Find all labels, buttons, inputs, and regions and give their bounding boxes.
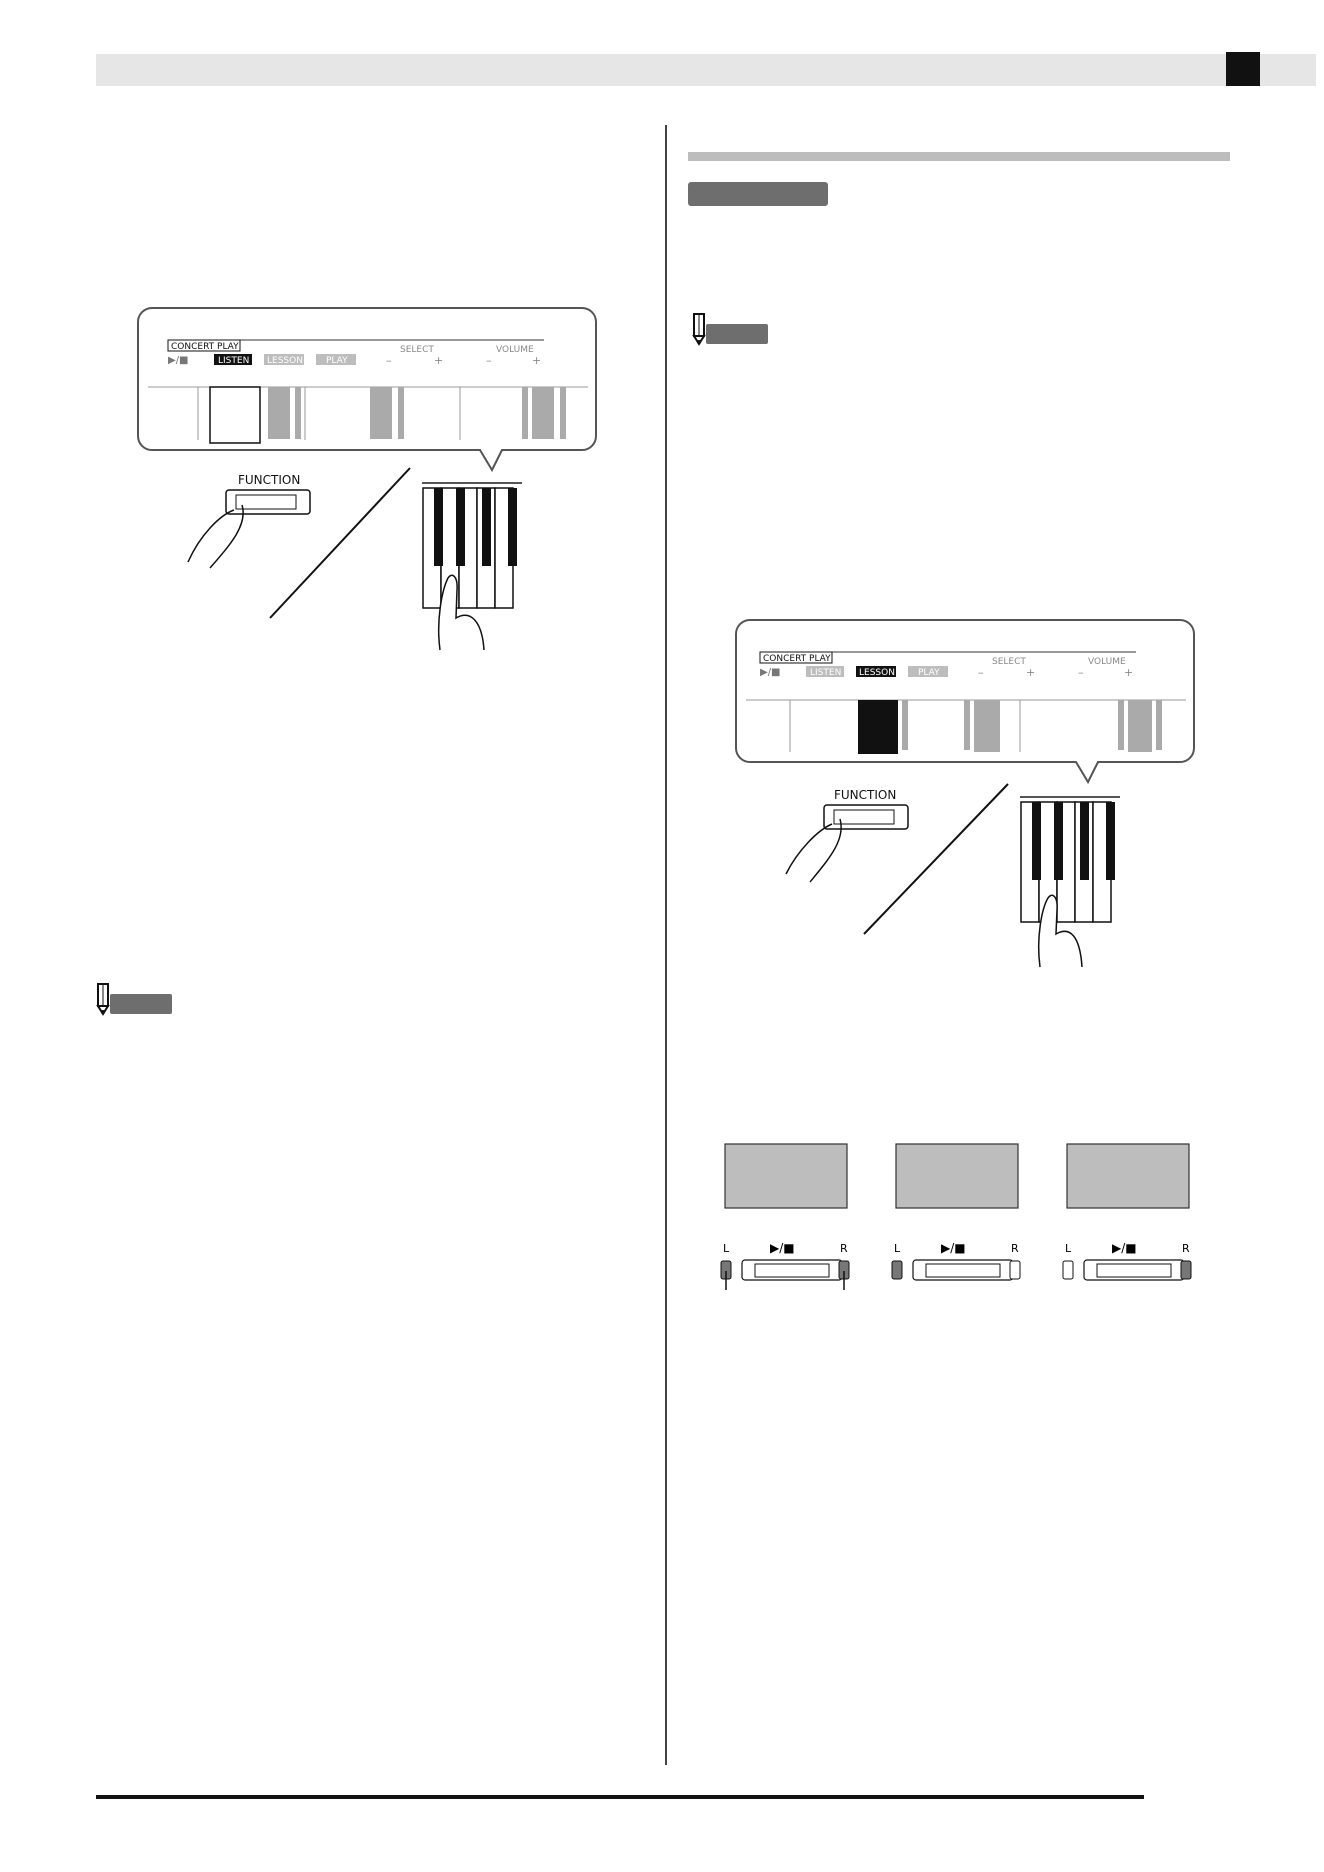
left-part-lamp (1063, 1261, 1073, 1279)
lesson-button-label: LESSON (859, 668, 895, 678)
volume-plus: + (1124, 666, 1134, 679)
select-minus: – (978, 666, 984, 679)
right-part-label: R (840, 1242, 848, 1255)
play-stop-label: ▶/■ (941, 1241, 966, 1255)
volume-minus: – (1078, 666, 1084, 679)
volume-minus: – (486, 354, 492, 367)
play-button-label: PLAY (918, 668, 940, 678)
column-divider (665, 125, 667, 1765)
illustration-listen (130, 300, 600, 660)
volume-label: VOLUME (1088, 657, 1126, 667)
lesson-button-label: LESSON (267, 356, 303, 366)
play-button-label: PLAY (326, 356, 348, 366)
left-part-label: L (1065, 1242, 1072, 1255)
display-panel-3 (1067, 1144, 1189, 1208)
section-rule (688, 152, 1230, 161)
right-part-lamp (1181, 1261, 1191, 1279)
header-bar (96, 54, 1316, 86)
play-stop-label: ▶/■ (770, 1241, 795, 1255)
pencil-icon (98, 984, 108, 1014)
section-marker-block (1226, 52, 1260, 86)
play-stop-label: ▶/■ (168, 355, 189, 366)
listen-button-label: LISTEN (810, 668, 842, 678)
display-panel-2 (896, 1144, 1018, 1208)
right-part-label: R (1011, 1242, 1019, 1255)
volume-label: VOLUME (496, 345, 534, 355)
left-part-label: L (723, 1242, 730, 1255)
play-stop-label: ▶/■ (1112, 1241, 1137, 1255)
panel-brand: CONCERT PLAY (171, 342, 239, 352)
part-indicator-diagrams (700, 1140, 1210, 1320)
pencil-icon (694, 314, 704, 344)
left-part-lamp (892, 1261, 902, 1279)
indicator-group-1 (721, 1241, 849, 1290)
footer-rule (96, 1795, 1144, 1799)
select-plus: + (434, 354, 444, 367)
illustration-lesson (728, 612, 1198, 972)
select-plus: + (1026, 666, 1036, 679)
note-badge-left (92, 982, 174, 1016)
left-part-label: L (894, 1242, 901, 1255)
function-label: FUNCTION (238, 473, 301, 487)
select-label: SELECT (992, 657, 1026, 667)
select-minus: – (386, 354, 392, 367)
display-panel-1 (725, 1144, 847, 1208)
volume-plus: + (532, 354, 542, 367)
indicator-group-2 (892, 1241, 1020, 1280)
function-label: FUNCTION (834, 788, 897, 802)
indicator-group-3 (1063, 1241, 1191, 1280)
play-stop-label: ▶/■ (760, 667, 781, 678)
right-part-lamp (1010, 1261, 1020, 1279)
listen-button-label: LISTEN (218, 356, 250, 366)
right-part-label: R (1182, 1242, 1190, 1255)
select-label: SELECT (400, 345, 434, 355)
panel-brand: CONCERT PLAY (763, 654, 831, 664)
note-badge-right (688, 312, 770, 346)
section-tab (688, 182, 828, 206)
